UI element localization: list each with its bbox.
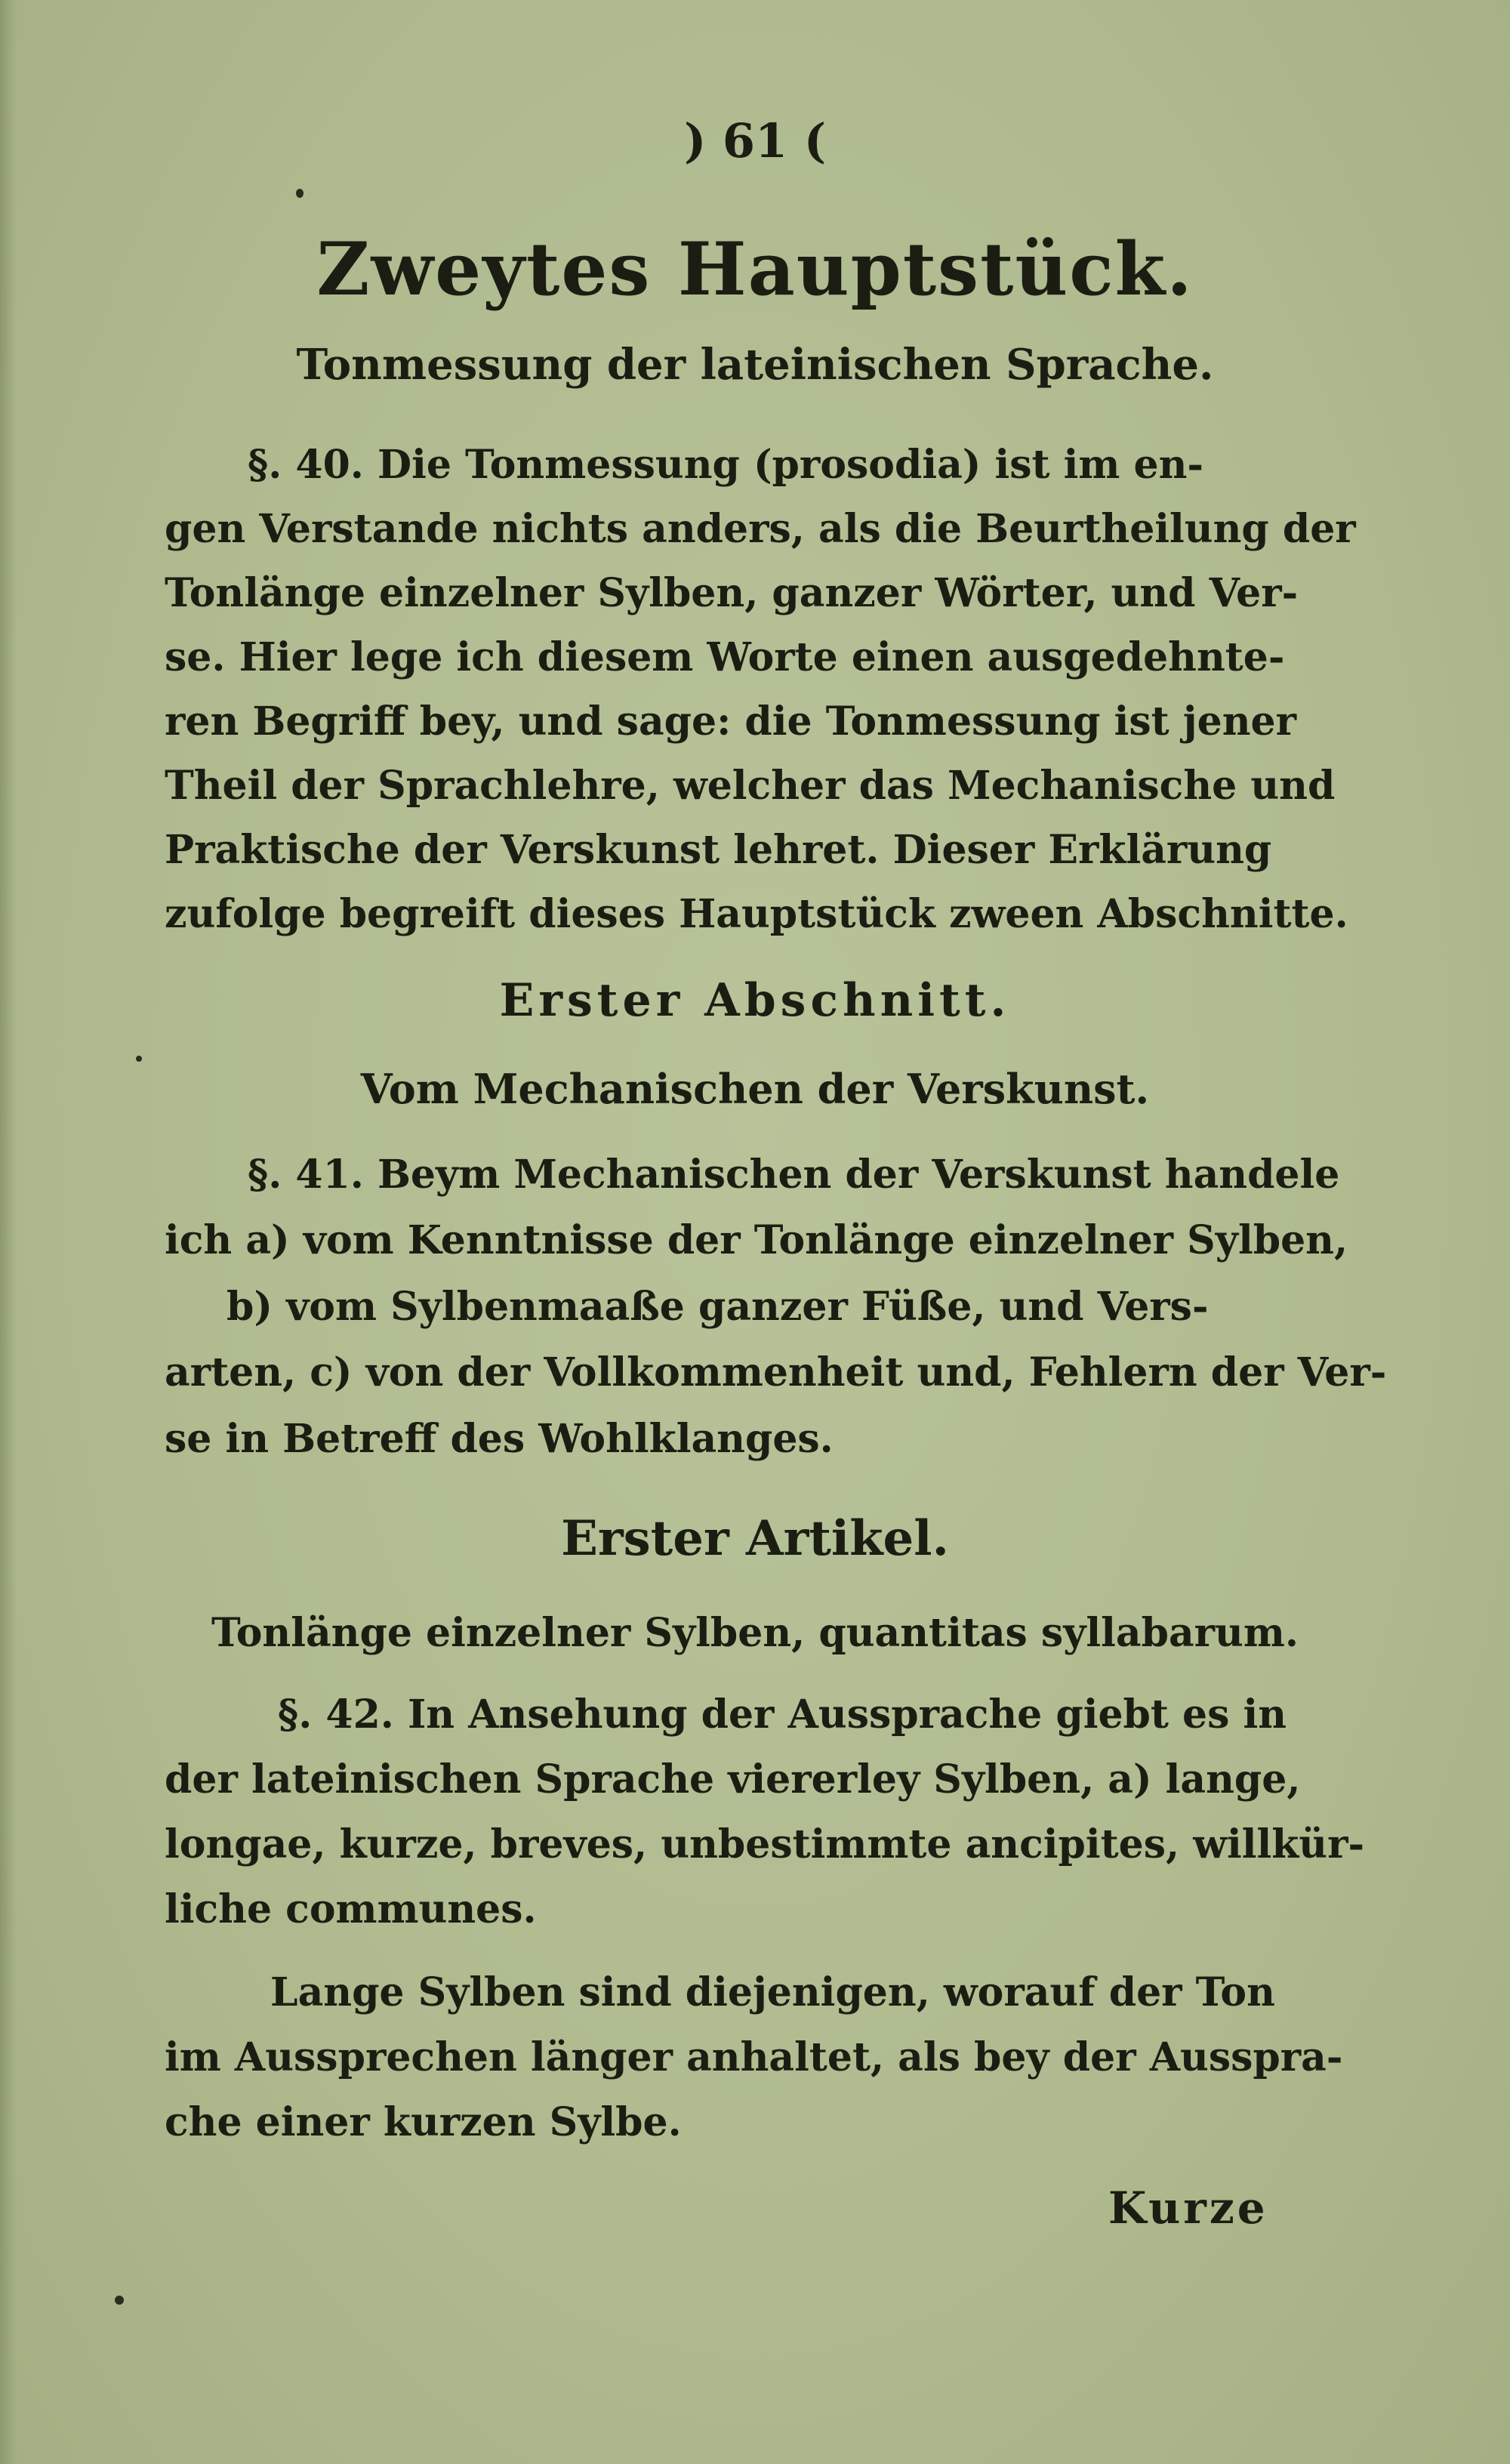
paragraph-long-line-2: im Aussprechen länger anhaltet, als bey der Ausspra- <box>165 2034 1343 2080</box>
catchword: Kurze <box>1108 2182 1268 2234</box>
paragraph-40-line-5: ren Begriff bey, und sage: die Tonmessung ist jener <box>165 698 1296 745</box>
paragraph-40-line-1: §. 40. Die Tonmessung (prosodia) ist im en- <box>248 442 1203 488</box>
paragraph-42-line-1: §. 42. In Ansehung der Aussprache giebt es in <box>278 1691 1287 1738</box>
article-title: Erster Artikel. <box>561 1510 949 1567</box>
paragraph-40-line-4: se. Hier lege ich diesem Worte einen ausgedehnte- <box>165 634 1285 680</box>
chapter-subtitle: Tonmessung der lateinischen Sprache. <box>296 340 1214 390</box>
paragraph-40-line-3: Tonlänge einzelner Sylben, ganzer Wörter, und Ver- <box>165 570 1299 616</box>
paragraph-41-line-1: §. 41. Beym Mechanischen der Verskunst handele <box>248 1152 1340 1198</box>
paragraph-long-line-3: che einer kurzen Sylbe. <box>165 2099 682 2145</box>
paragraph-41-line-2: ich a) vom Kenntnisse der Tonlänge einzelner Sylben, <box>165 1217 1348 1263</box>
paragraph-42-line-2: der lateinischen Sprache viererley Sylben, a) lange, <box>165 1756 1301 1803</box>
paragraph-long-line-1: Lange Sylben sind diejenigen, worauf der Ton <box>270 1969 1275 2015</box>
paragraph-40-line-8: zufolge begreift dieses Hauptstück zween Abschnitte. <box>165 891 1348 937</box>
section-title: Erster Abschnitt. <box>499 974 1011 1027</box>
paragraph-42-line-4: liche communes. <box>165 1886 537 1932</box>
paragraph-40-line-6: Theil der Sprachlehre, welcher das Mechanische und <box>165 763 1336 809</box>
paragraph-40-line-7: Praktische der Verskunst lehret. Dieser Erklärung <box>165 827 1272 873</box>
paragraph-42-line-3: longae, kurze, breves, unbestimmte ancipites, willkür- <box>165 1821 1365 1867</box>
paragraph-41-line-5: se in Betreff des Wohlklanges. <box>165 1416 834 1462</box>
paper-speck <box>115 2296 124 2305</box>
paragraph-41-line-3: b) vom Sylbenmaaße ganzer Füße, und Vers- <box>226 1284 1209 1330</box>
paragraph-40-line-2: gen Verstande nichts anders, als die Beurtheilung der <box>165 506 1356 552</box>
paper-speck <box>296 189 304 198</box>
article-subtitle: Tonlänge einzelner Sylben, quantitas syllabarum. <box>211 1610 1299 1656</box>
paper-speck <box>136 1056 142 1062</box>
page-number: ) 61 ( <box>683 113 827 168</box>
section-subtitle: Vom Mechanischen der Verskunst. <box>360 1065 1150 1113</box>
paragraph-41-line-4: arten, c) von der Vollkommenheit und, Fehlern der Ver- <box>165 1349 1387 1395</box>
chapter-title: Zweytes Hauptstück. <box>316 227 1194 312</box>
